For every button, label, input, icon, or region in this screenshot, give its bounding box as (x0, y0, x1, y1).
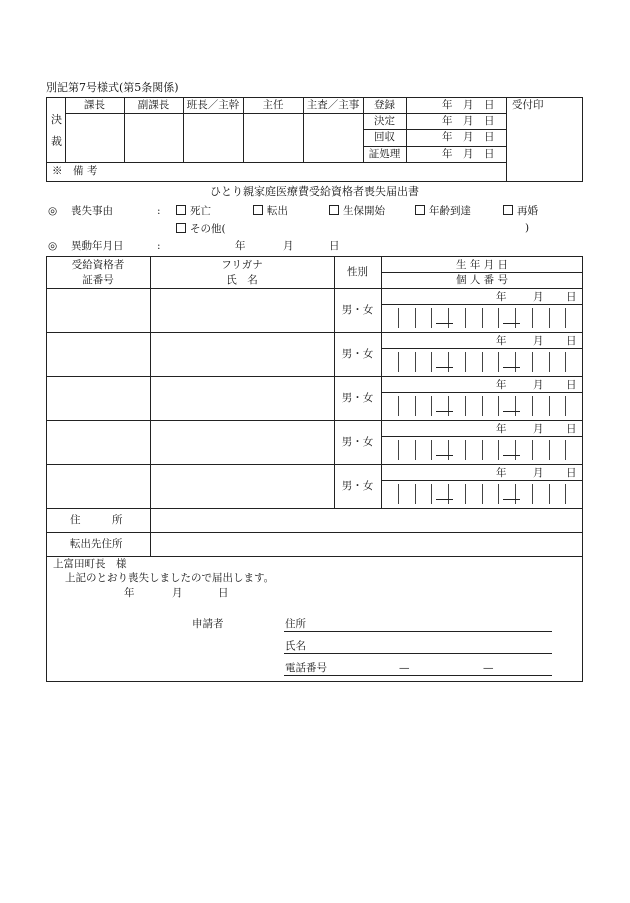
footer-month: 月 (172, 587, 183, 599)
phone-field[interactable] (345, 661, 552, 675)
status-kettei: 決定 (374, 115, 395, 127)
col-birthdate: 生 年 月 日 (455, 259, 508, 271)
checkbox-icon (415, 205, 425, 215)
birthdate-field[interactable] (382, 333, 582, 348)
role-fukukacho: 副課長 (137, 99, 170, 111)
col-cert-line2: 証番号 (82, 274, 114, 286)
birth-year: 年 (496, 379, 507, 391)
cert-number-field[interactable] (47, 377, 150, 420)
sex-selector[interactable]: 男・女 (341, 348, 374, 360)
name-field[interactable] (151, 421, 334, 464)
birth-month: 月 (533, 423, 544, 435)
form-label: 別記第7号様式(第5条関係) (46, 81, 179, 94)
cert-number-field[interactable] (47, 333, 150, 376)
checkbox-icon (503, 205, 513, 215)
role-kacho: 課長 (84, 99, 105, 111)
birth-day: 日 (566, 467, 577, 479)
receipt-stamp-label: 受付印 (512, 99, 544, 111)
change-mark: ◎ (48, 240, 58, 252)
sex-selector[interactable]: 男・女 (341, 436, 374, 448)
change-year: 年 (235, 240, 246, 252)
birth-day: 日 (566, 291, 577, 303)
other-close-paren: ) (525, 222, 530, 234)
loss-mark: ◎ (48, 205, 58, 217)
status-toroku: 登録 (374, 99, 395, 111)
addressee: 上富田町長 様 (53, 558, 127, 570)
phone-dash-2: — (483, 662, 494, 674)
col-personal-number: 個 人 番 号 (455, 274, 508, 286)
checkbox-death[interactable]: 死亡 (176, 205, 211, 217)
applicant-address-label: 住所 (285, 618, 306, 630)
checkbox-icon (253, 205, 263, 215)
date-toroku: 年 月 日 (442, 99, 495, 111)
birth-year: 年 (496, 467, 507, 479)
birth-month: 月 (533, 379, 544, 391)
checkbox-icon (176, 205, 186, 215)
birthdate-field[interactable] (382, 465, 582, 480)
birth-year: 年 (496, 335, 507, 347)
birth-year: 年 (496, 291, 507, 303)
role-shusa: 主査／主事 (306, 99, 360, 111)
checkbox-welfare[interactable]: 生保開始 (329, 205, 385, 217)
birth-day: 日 (566, 423, 577, 435)
personal-number-field[interactable] (382, 393, 582, 420)
name-field[interactable] (151, 465, 334, 508)
name-field[interactable] (151, 289, 334, 332)
col-sex: 性別 (347, 266, 368, 278)
remarks-label: ※ 備 考 (52, 165, 98, 177)
birthdate-field[interactable] (382, 377, 582, 392)
name-field[interactable] (151, 377, 334, 420)
status-shoshori: 証処理 (368, 148, 401, 160)
checkbox-move-out[interactable]: 転出 (253, 205, 288, 217)
birth-day: 日 (566, 335, 577, 347)
change-day: 日 (329, 240, 340, 252)
address-field[interactable] (151, 509, 582, 532)
date-kaishu: 年 月 日 (442, 131, 495, 143)
birthdate-field[interactable] (382, 289, 582, 304)
phone-dash-1: — (399, 662, 410, 674)
birth-month: 月 (533, 467, 544, 479)
cert-number-field[interactable] (47, 289, 150, 332)
loss-reason-label: 喪失事由 (71, 205, 113, 217)
personal-number-field[interactable] (382, 481, 582, 508)
sex-selector[interactable]: 男・女 (341, 392, 374, 404)
change-date-label: 異動年月日 (71, 240, 124, 252)
role-hancho: 班長／主幹 (186, 99, 240, 111)
sai-label: 裁 (51, 135, 62, 148)
birth-month: 月 (533, 335, 544, 347)
loss-colon: : (157, 205, 161, 217)
statement: 上記のとおり喪失しましたので届出します。 (65, 572, 275, 584)
birth-year: 年 (496, 423, 507, 435)
change-colon: : (157, 240, 161, 252)
applicant-label: 申請者 (192, 618, 224, 630)
col-furigana: フリガナ (221, 259, 263, 271)
applicant-name-field[interactable] (310, 639, 552, 653)
col-cert-line1: 受給資格者 (71, 259, 125, 271)
status-kaishu: 回収 (374, 131, 395, 143)
date-kettei: 年 月 日 (442, 115, 495, 127)
role-shunin: 主任 (262, 99, 284, 111)
checkbox-icon (176, 223, 186, 233)
birth-day: 日 (566, 379, 577, 391)
ketsu-label: 決 (51, 113, 62, 126)
footer-year: 年 (124, 587, 135, 599)
birthdate-field[interactable] (382, 421, 582, 436)
checkbox-age-limit[interactable]: 年齢到達 (415, 205, 471, 217)
col-name: 氏 名 (226, 274, 258, 286)
form-title: ひとり親家庭医療費受給資格者喪失届出書 (210, 185, 419, 198)
sex-selector[interactable]: 男・女 (341, 480, 374, 492)
date-shoshori: 年 月 日 (442, 148, 495, 160)
birth-month: 月 (533, 291, 544, 303)
checkbox-icon (329, 205, 339, 215)
personal-number-field[interactable] (382, 349, 582, 376)
personal-number-field[interactable] (382, 305, 582, 332)
move-address-label: 転出先住所 (70, 538, 123, 550)
cert-number-field[interactable] (47, 465, 150, 508)
name-field[interactable] (151, 333, 334, 376)
footer-day: 日 (218, 587, 229, 599)
sex-selector[interactable]: 男・女 (341, 304, 374, 316)
personal-number-field[interactable] (382, 437, 582, 464)
phone-label: 電話番号 (285, 662, 327, 674)
cert-number-field[interactable] (47, 421, 150, 464)
address-label: 住 所 (70, 514, 123, 526)
checkbox-other[interactable]: その他( (176, 223, 226, 235)
applicant-name-label: 氏名 (285, 640, 306, 652)
change-month: 月 (283, 240, 294, 252)
checkbox-remarriage[interactable]: 再婚 (503, 205, 538, 217)
applicant-address-field[interactable] (310, 617, 552, 631)
move-address-field[interactable] (151, 533, 582, 556)
